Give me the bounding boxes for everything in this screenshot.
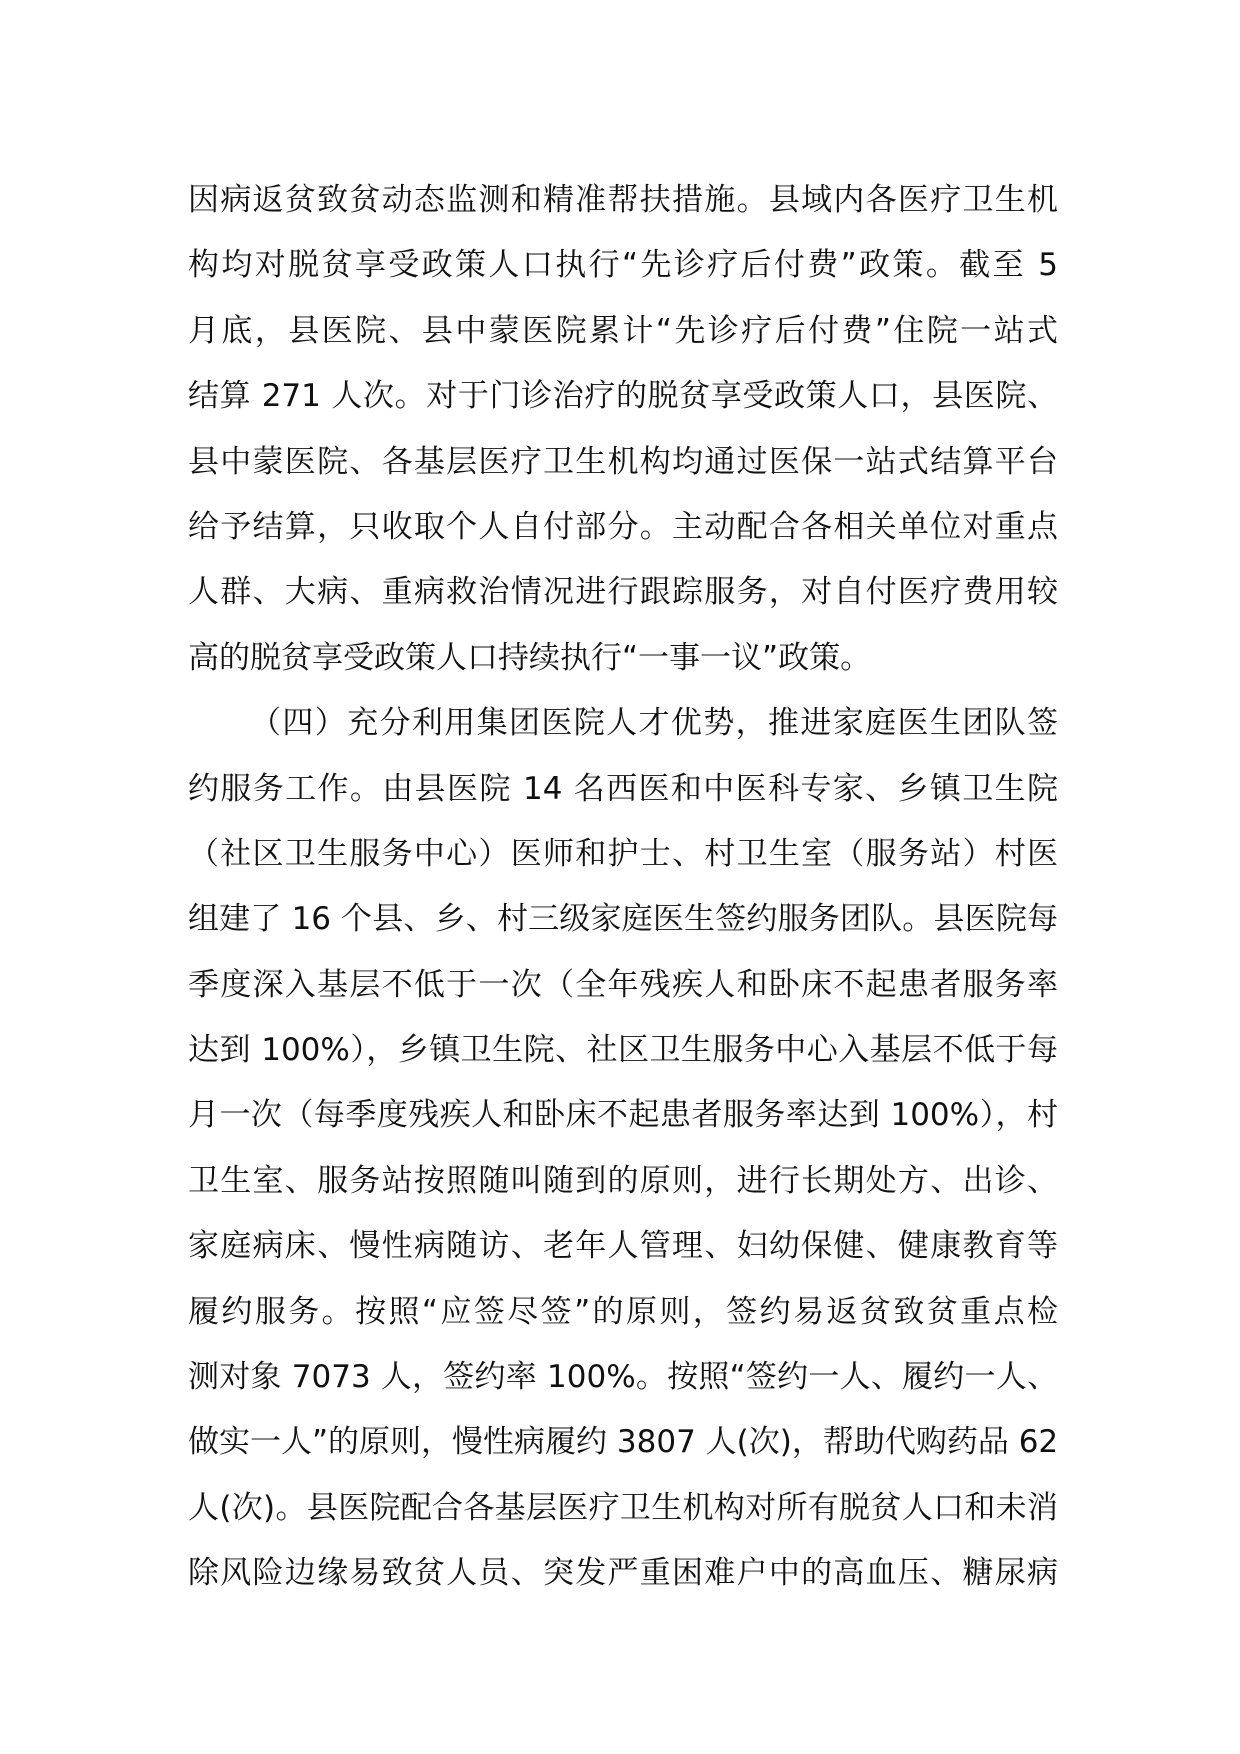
text-line: 卫生室、服务站按照随叫随到的原则，进行长期处方、出诊、 bbox=[188, 1162, 1058, 1199]
text-line: 季度深入基层不低于一次（全年残疾人和卧床不起患者服务率 bbox=[188, 966, 1058, 1003]
text-line: 月一次（每季度残疾人和卧床不起患者服务率达到 100%），村 bbox=[188, 1097, 1058, 1134]
text-line: 除风险边缘易致贫人员、突发严重困难户中的高血压、糖尿病 bbox=[188, 1555, 1058, 1592]
text-line: 县中蒙医院、各基层医疗卫生机构均通过医保一站式结算平台 bbox=[188, 443, 1058, 480]
text-line: 约服务工作。由县医院 14 名西医和中医科专家、乡镇卫生院 bbox=[188, 770, 1058, 807]
text-line: 测对象 7073 人，签约率 100%。按照“签约一人、履约一人、 bbox=[188, 1359, 1058, 1396]
text-line: 家庭病床、慢性病随访、老年人管理、妇幼保健、健康教育等 bbox=[188, 1228, 1058, 1265]
paragraph-end-line: 高的脱贫享受政策人口持续执行“一事一议”政策。 bbox=[188, 639, 872, 676]
text-line: 履约服务。按照“应签尽签”的原则，签约易返贫致贫重点检 bbox=[188, 1293, 1058, 1330]
text-line: 月底，县医院、县中蒙医院累计“先诊疗后付费”住院一站式 bbox=[188, 312, 1058, 349]
section-heading-line: （四）充分利用集团医院人才优势，推进家庭医生团队签 bbox=[250, 705, 1058, 742]
text-line: 人群、大病、重病救治情况进行跟踪服务，对自付医疗费用较 bbox=[188, 574, 1058, 611]
body-text bbox=[188, 168, 1058, 1607]
text-line: （社区卫生服务中心）医师和护士、村卫生室（服务站）村医 bbox=[188, 835, 1058, 872]
text-line: 给予结算，只收取个人自付部分。主动配合各相关单位对重点 bbox=[188, 508, 1058, 545]
text-line: 因病返贫致贫动态监测和精准帮扶措施。县域内各医疗卫生机 bbox=[188, 182, 1058, 218]
text-line: 人(次)。县医院配合各基层医疗卫生机构对所有脱贫人口和未消 bbox=[188, 1489, 1058, 1526]
text-line: 做实一人”的原则，慢性病履约 3807 人(次)，帮助代购药品 62 bbox=[188, 1424, 1059, 1461]
text-line: 达到 100%），乡镇卫生院、社区卫生服务中心入基层不低于每 bbox=[188, 1032, 1058, 1069]
text-line: 组建了 16 个县、乡、村三级家庭医生签约服务团队。县医院每 bbox=[188, 901, 1058, 938]
text-line: 构均对脱贫享受政策人口执行“先诊疗后付费”政策。截至 5 bbox=[188, 247, 1058, 284]
text-line: 结算 271 人次。对于门诊治疗的脱贫享受政策人口，县医院、 bbox=[188, 378, 1058, 415]
